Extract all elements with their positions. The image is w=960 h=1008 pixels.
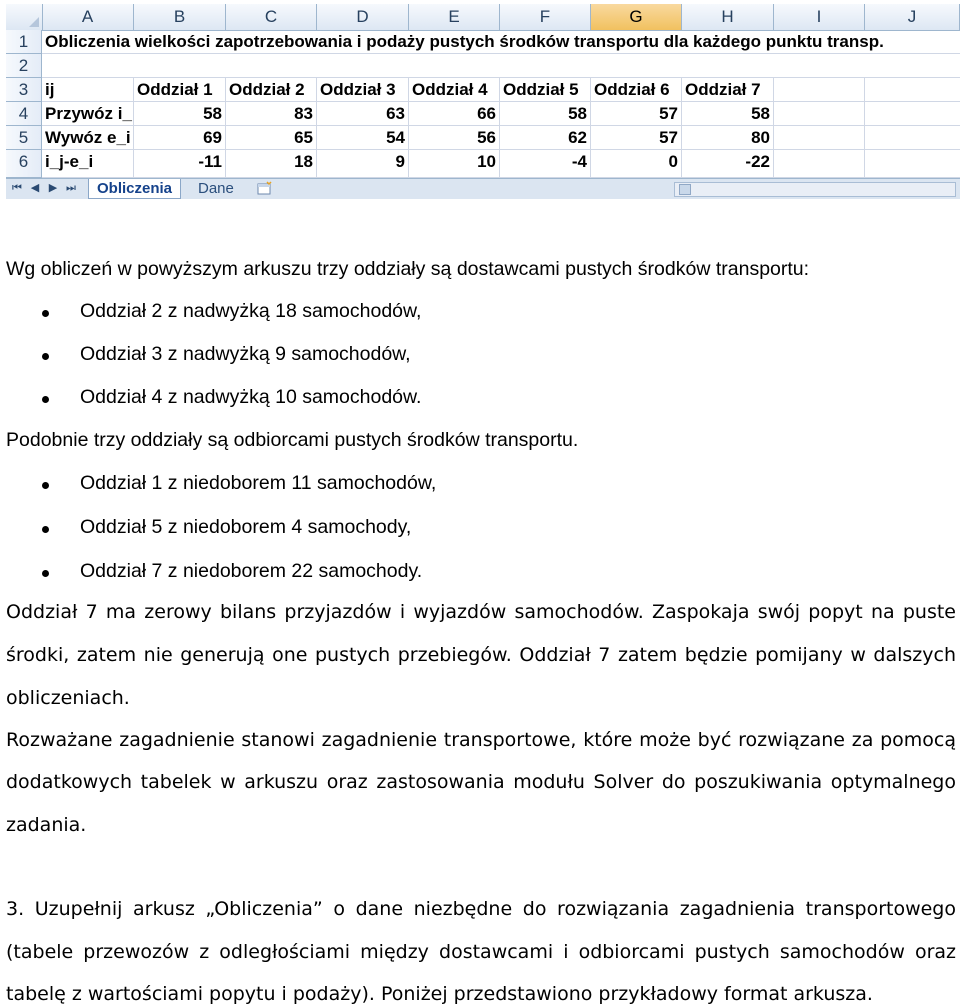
- cell-e5[interactable]: 56: [409, 126, 500, 150]
- cell-f6[interactable]: -4: [500, 150, 591, 178]
- last-sheet-icon[interactable]: ⏭: [66, 182, 76, 194]
- cell-c5[interactable]: 65: [226, 126, 317, 150]
- bullet-icon: [42, 482, 49, 489]
- row-header-4[interactable]: 4: [6, 102, 42, 126]
- supplier-item: Oddział 4 z nadwyżką 10 samochodów.: [80, 386, 422, 408]
- paragraph-line: Oddział 7 ma zerowy bilans przyjazdów i wyjazdów samochodów. Zaspokaja swój popyt na puste: [6, 601, 956, 623]
- select-all-corner[interactable]: [6, 4, 43, 30]
- cell-b5[interactable]: 69: [134, 126, 226, 150]
- cell-a4[interactable]: Przywóz i_: [42, 102, 134, 126]
- scrollbar-thumb[interactable]: [679, 184, 691, 195]
- cell-g5[interactable]: 57: [591, 126, 682, 150]
- cell-f5[interactable]: 62: [500, 126, 591, 150]
- cell-b4[interactable]: 58: [134, 102, 226, 126]
- cell-f3[interactable]: Oddział 5: [500, 78, 591, 102]
- cell-a1[interactable]: Obliczenia wielkości zapotrzebowania i podaży pustych środków transportu dla każdego punktu transp.: [42, 30, 960, 54]
- column-header-c[interactable]: C: [226, 4, 317, 30]
- cell-d3[interactable]: Oddział 3: [317, 78, 409, 102]
- cell-c6[interactable]: 18: [226, 150, 317, 178]
- task-line: tabelę z wartościami popytu i podaży). Poniżej przedstawiono przykładowy format arkusza.: [6, 983, 873, 1005]
- paragraph-line: środki, zatem nie generują one pustych przebiegów. Oddział 7 zatem będzie pomijany w dalszych: [6, 644, 956, 666]
- cell-h3[interactable]: Oddział 7: [682, 78, 774, 102]
- cell-g6[interactable]: 0: [591, 150, 682, 178]
- bullet-icon: [42, 526, 49, 533]
- cell-a6[interactable]: i_j-e_i: [42, 150, 134, 178]
- cell-e6[interactable]: 10: [409, 150, 500, 178]
- row-header-3[interactable]: 3: [6, 78, 42, 102]
- horizontal-scrollbar[interactable]: [674, 182, 956, 197]
- next-sheet-icon[interactable]: ▶: [48, 182, 58, 194]
- row-header-5[interactable]: 5: [6, 126, 42, 150]
- receiver-item: Oddział 1 z niedoborem 11 samochodów,: [80, 472, 437, 494]
- cell-a5[interactable]: Wywóz e_i: [42, 126, 134, 150]
- cell-e4[interactable]: 66: [409, 102, 500, 126]
- sheet-tabs-bar: [6, 178, 960, 199]
- cell-d6[interactable]: 9: [317, 150, 409, 178]
- receivers-intro: Podobnie trzy oddziały są odbiorcami pustych środków transportu.: [6, 429, 579, 451]
- paragraph-line: Rozważane zagadnienie stanowi zagadnienie transportowe, które może być rozwiązane za pomocą: [6, 729, 956, 751]
- bullet-icon: [42, 396, 49, 403]
- supplier-item: Oddział 2 z nadwyżką 18 samochodów,: [80, 300, 422, 322]
- column-header-g[interactable]: G: [591, 4, 682, 30]
- supplier-item: Oddział 3 z nadwyżką 9 samochodów,: [80, 343, 411, 365]
- intro-paragraph: Wg obliczeń w powyższym arkuszu trzy oddziały są dostawcami pustych środków transportu:: [6, 258, 810, 280]
- cell-h6[interactable]: -22: [682, 150, 774, 178]
- first-sheet-icon[interactable]: ⏮: [12, 182, 22, 194]
- tab-dane[interactable]: Dane: [198, 180, 234, 197]
- cell-c3[interactable]: Oddział 2: [226, 78, 317, 102]
- column-header-b[interactable]: B: [134, 4, 226, 30]
- row-header-1[interactable]: 1: [6, 30, 42, 54]
- receiver-item: Oddział 7 z niedoborem 22 samochody.: [80, 560, 423, 582]
- column-header-i[interactable]: I: [774, 4, 865, 30]
- cell-i4[interactable]: [774, 102, 865, 126]
- cell-b3[interactable]: Oddział 1: [134, 78, 226, 102]
- cell-c4[interactable]: 83: [226, 102, 317, 126]
- task-line: (tabele przewozów z odległościami między dostawcami i odbiorcami pustych samochodów oraz: [6, 941, 956, 963]
- tab-obliczenia[interactable]: Obliczenia: [88, 179, 181, 199]
- cell-d5[interactable]: 54: [317, 126, 409, 150]
- paragraph-line: obliczeniach.: [6, 687, 130, 709]
- column-header-d[interactable]: D: [317, 4, 409, 30]
- cell-a3[interactable]: ij: [42, 78, 134, 102]
- insert-sheet-icon[interactable]: [256, 181, 274, 195]
- cell-h5[interactable]: 80: [682, 126, 774, 150]
- cell-j4[interactable]: [865, 102, 960, 126]
- cell-i3[interactable]: [774, 78, 865, 102]
- column-header-a[interactable]: A: [42, 4, 134, 30]
- row-header-2[interactable]: 2: [6, 54, 42, 78]
- column-header-e[interactable]: E: [409, 4, 500, 30]
- bullet-icon: [42, 310, 49, 317]
- prev-sheet-icon[interactable]: ◀: [30, 182, 40, 194]
- cell-i6[interactable]: [774, 150, 865, 178]
- cell-d4[interactable]: 63: [317, 102, 409, 126]
- row-header-6[interactable]: 6: [6, 150, 42, 178]
- paragraph-line: zadania.: [6, 814, 87, 836]
- cell-g3[interactable]: Oddział 6: [591, 78, 682, 102]
- paragraph-line: dodatkowych tabelek w arkuszu oraz zastosowania modułu Solver do poszukiwania optymalnego: [6, 771, 956, 793]
- column-header-j[interactable]: J: [865, 4, 960, 30]
- bullet-icon: [42, 353, 49, 360]
- receiver-item: Oddział 5 z niedoborem 4 samochody,: [80, 516, 412, 538]
- cell-i5[interactable]: [774, 126, 865, 150]
- column-header-bar: [6, 4, 960, 31]
- cell-b6[interactable]: -11: [134, 150, 226, 178]
- bullet-icon: [42, 570, 49, 577]
- cell-g4[interactable]: 57: [591, 102, 682, 126]
- cell-e3[interactable]: Oddział 4: [409, 78, 500, 102]
- cell-f4[interactable]: 58: [500, 102, 591, 126]
- cell-j6[interactable]: [865, 150, 960, 178]
- spreadsheet: [6, 4, 960, 198]
- cell-j3[interactable]: [865, 78, 960, 102]
- cell-row-2[interactable]: [42, 54, 960, 78]
- cell-h4[interactable]: 58: [682, 102, 774, 126]
- cell-j5[interactable]: [865, 126, 960, 150]
- task-line: 3. Uzupełnij arkusz „Obliczenia” o dane niezbędne do rozwiązania zagadnienia transportowego: [6, 898, 956, 920]
- column-header-h[interactable]: H: [682, 4, 774, 30]
- column-header-f[interactable]: F: [500, 4, 591, 30]
